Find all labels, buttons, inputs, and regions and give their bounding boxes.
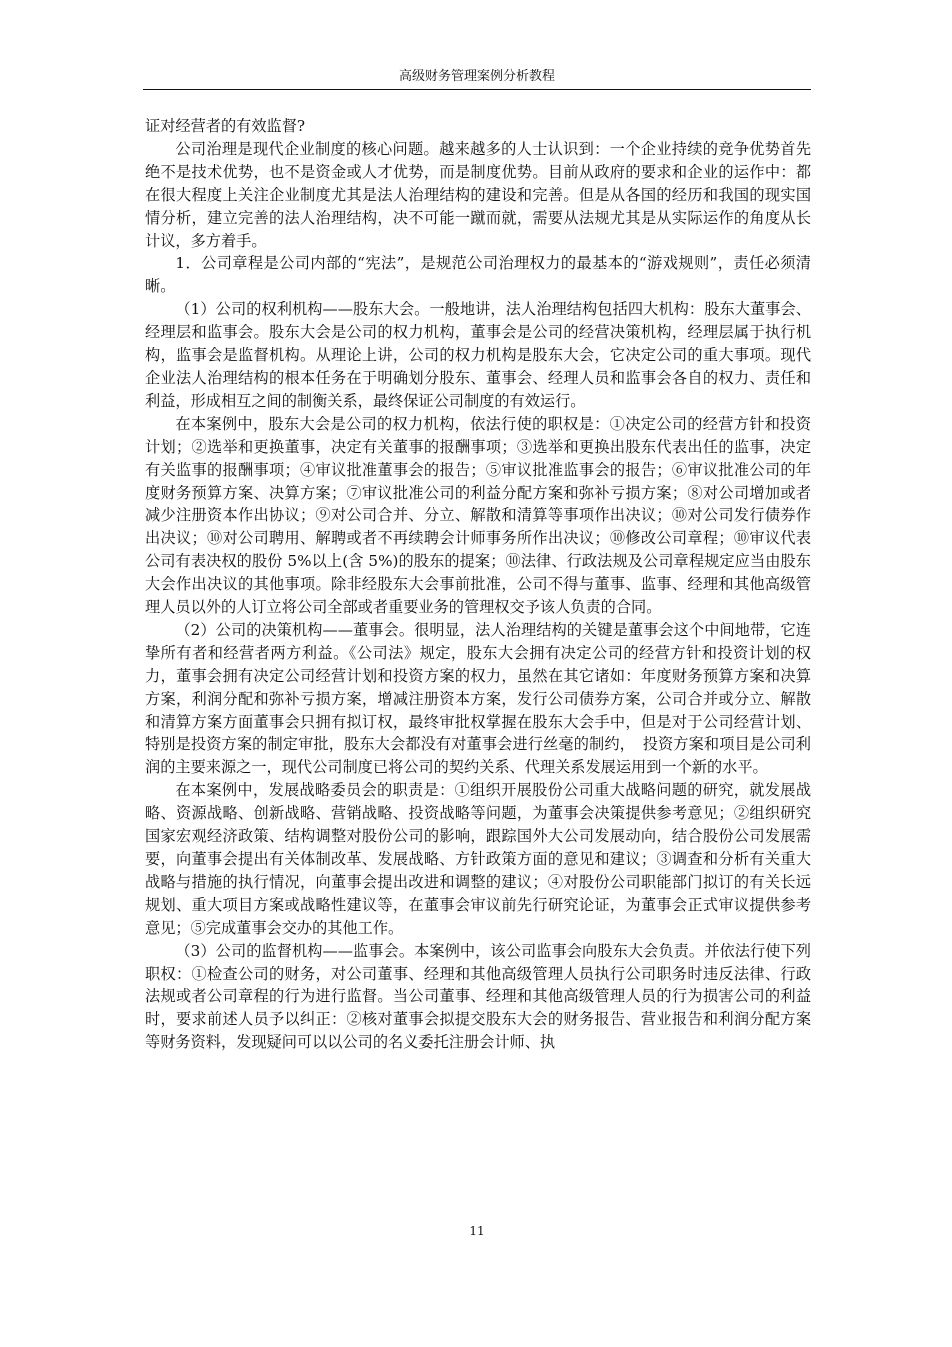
paragraph-1: 证对经营者的有效监督?: [145, 117, 306, 135]
running-header: 高级财务管理案例分析教程: [398, 69, 555, 84]
paragraph-3: 1．公司章程是公司内部的“宪法”，是规范公司治理权力的最基本的“游戏规则”，责任必须清晰。: [145, 254, 811, 296]
page-number: 11: [469, 1224, 485, 1238]
paragraph-8: （3）公司的监督机构——监事会。本案例中，该公司监事会向股东大会负责。并依法行使下列职权：①检查公司的财务，对公司董事、经理和其他高级管理人员执行公司职务时违反法律、行政法规或者公司章程的行为进行监督。当公司董事、经理和其他高级管理人员的行为损害公司的利益时，要求前述人员予以纠正：②核对董事会拟提交股东大会的财务报告、营业报告和利润分配方案等财务资料，发现疑问可以以公司的名义委托注册会计师、执: [145, 941, 811, 1052]
header-rule: [143, 89, 811, 90]
paragraph-4: （1）公司的权利机构——股东大会。一般地讲，法人治理结构包括四大机构：股东大董事会、经理层和监事会。股东大会是公司的权力机构，董事会是公司的经营决策机构，经理层属于执行机构，监事会是监督机构。从理论上讲，公司的权力机构是股东大会，它决定公司的重大事项。现代企业法人治理结构的根本任务在于明确划分股东、董事会、经理人员和监事会各自的权力、责任和利益，形成相互之间的制衡关系，最终保证公司制度的有效运行。: [145, 300, 811, 410]
paragraph-2: 公司治理是现代企业制度的核心问题。越来越多的人士认识到：一个企业持续的竞争优势首先绝不是技术优势，也不是资金或人才优势，而是制度优势。目前从政府的要求和企业的运作中：都在很大程度上关注企业制度尤其是法人治理结构的建设和完善。但是从各国的经历和我国的现实国情分析，建立完善的法人治理结构，决不可能一蹴而就，需要从法规尤其是从实际运作的角度从长计议，多方着手。: [145, 139, 811, 250]
paragraph-6: （2）公司的决策机构——董事会。很明显，法人治理结构的关键是董事会这个中间地带，它连挚所有者和经营者两方利益。《公司法》规定，股东大会拥有决定公司的经营方针和投资计划的权力，董事会拥有决定公司经营计划和投资方案的权力，虽然在其它诸如：年度财务预算方案和决算方案，利润分配和弥补亏损方案，增减注册资本方案，发行公司债券方案，公司合并或分立、解散和清算方案方面董事会只拥有拟订权，最终审批权掌握在股东大会手中，但是对于公司经营计划、特别是投资方案的制定审批，股东大会都没有对董事会进行丝毫的制约， 投资方案和项目是公司利润的主要来源之一，现代公司制度已将公司的契约关系、代理关系发展运用到一个新的水平。: [145, 620, 811, 777]
paragraph-5: 在本案例中，股东大会是公司的权力机构，依法行使的职权是：①决定公司的经营方针和投资计划；②选举和更换董事，决定有关董事的报酬事项；③选举和更换出股东代表出任的监事，决定有关监事的报酬事项；④审议批准董事会的报告；⑤审议批准监事会的报告；⑥审议批准公司的年度财务预算方案、决算方案；⑦审议批准公司的利益分配方案和弥补亏损方案；⑧对公司增加或者减少注册资本作出协议；⑨对公司合并、分立、解散和清算等事项作出决议；⑩对公司发行债券作出决议；⑩对公司聘用、解聘或者不再续聘会计师事务所作出决议；⑩修改公司章程；⑩审议代表公司有表决权的股份 5%以上(含 5%)的股东的提案；⑩法律、行政法规及公司章程规定应当由股东大会作出决议的其他事项。除非经股东大会事前批准，公司不得与董事、监事、经理和其他高级管理人员以外的人订立将公司全部或者重要业务的管理权交予该人负责的合同。: [145, 414, 811, 617]
body-text: [145, 115, 811, 1054]
paragraph-7: 在本案例中，发展战略委员会的职责是：①组织开展股份公司重大战略问题的研究，就发展战略、资源战略、创新战略、营销战略、投资战略等问题，为董事会决策提供参考意见；②组织研究国家宏观经济政策、结构调整对股份公司的影响，跟踪国外大公司发展动向，结合股份公司发展需要，向董事会提出有关体制改革、发展战略、方针政策方面的意见和建议；③调查和分析有关重大战略与措施的执行情况，向董事会提出改进和调整的建议；④对股份公司职能部门拟订的有关长远规划、重大项目方案或战略性建议等，在董事会审议前先行研究论证，为董事会正式审议提供参考意见；⑤完成董事会交办的其他工作。: [145, 781, 811, 937]
